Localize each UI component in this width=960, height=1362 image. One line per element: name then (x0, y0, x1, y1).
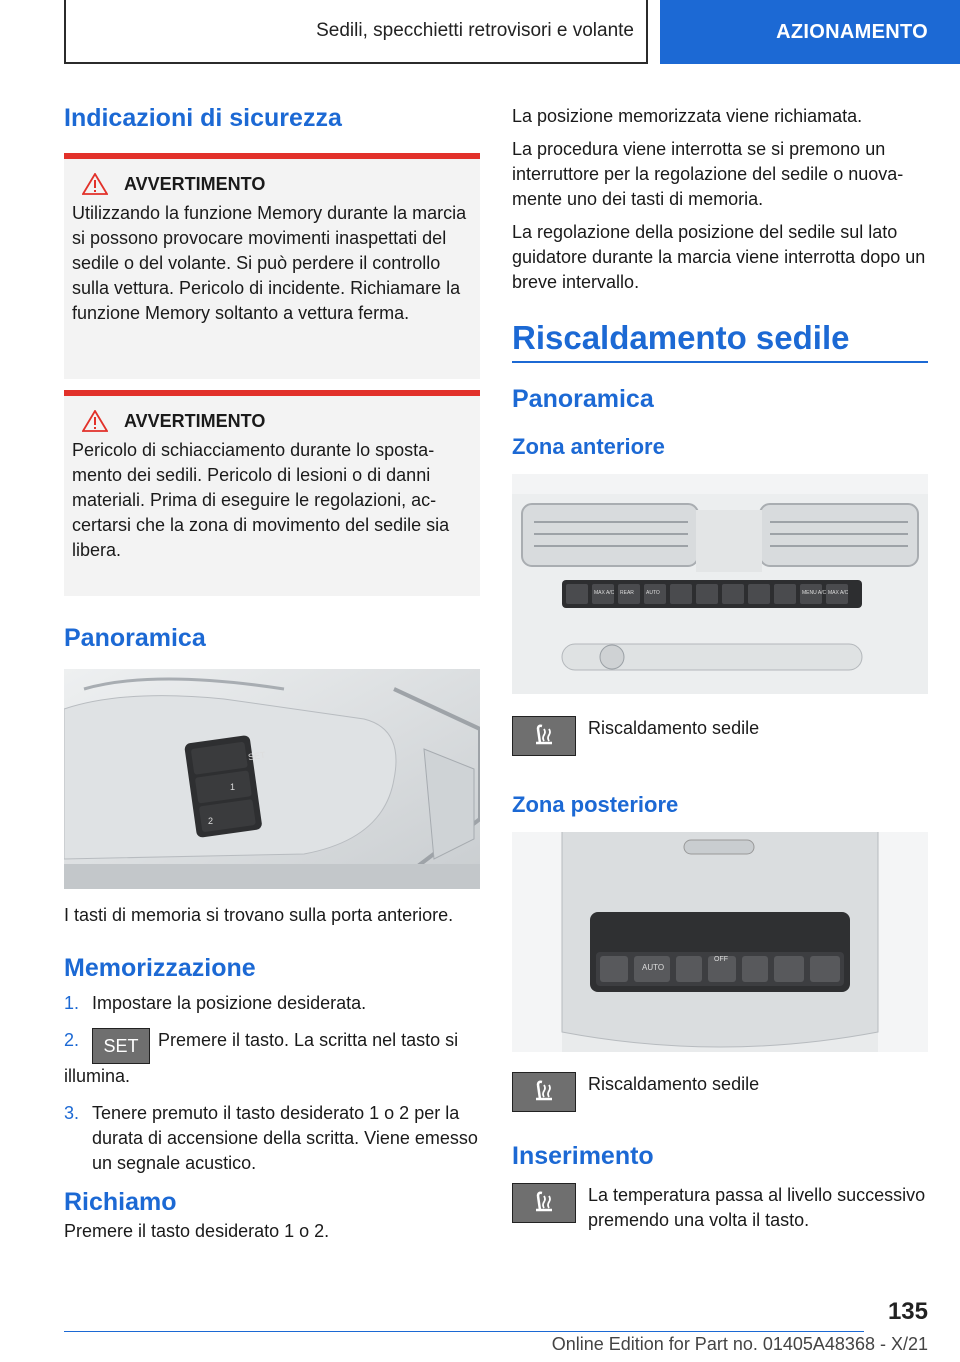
section-title: Sedili, specchietti retrovisori e volante (316, 20, 634, 41)
recall-text: Premere il tasto desiderato 1 o 2. (64, 1221, 330, 1241)
heading-rule (512, 361, 928, 363)
footer-edition: Online Edition for Part no. 01405A48368 - X/21 (551, 1334, 928, 1354)
seat-heating-icon (512, 1072, 576, 1112)
overview-caption: I tasti di memoria si trovano sulla porta anteriore. (64, 905, 454, 925)
rear-zone-heading: Zona posteriore (512, 792, 679, 817)
insert-text: La temperatura passa al livello successivo premendo una volta il tasto. (588, 1185, 926, 1230)
step-item (64, 1101, 480, 1176)
memory-button-2-label: 2 (208, 816, 214, 826)
seat-heating-icon (512, 716, 576, 756)
seat-heating-icon (512, 1183, 576, 1223)
warning-label: AVVERTIMENTO (124, 173, 266, 194)
warning-label: AVVERTIMENTO (124, 410, 266, 431)
heating-heading: Riscaldamento sedile (512, 319, 850, 356)
section-header (64, 0, 648, 64)
warning-text: Utilizzando la funzione Memory durante la marcia si possono provocare movimenti inaspettati del sedile o del volante. Si può perdere il controllo sulla vettura. Pericolo di incidente. Richiamare la funzione Memory soltanto a vettura ferma. (72, 203, 467, 323)
rear-icon-row (512, 1072, 928, 1112)
warning-text: Pericolo di schiacciamento durante lo spostamento dei sedili. Pericolo di lesioni o di danni materiali. Prima di eseguire le regolazioni, accertarsi che la zona di movimento del sedile sia libera. (72, 440, 450, 560)
warning-box-2 (64, 390, 480, 596)
warning-triangle-icon (82, 173, 108, 195)
heating-overview-heading: Panoramica (512, 385, 654, 413)
step-text: Impostare la posizione desiderata. (92, 993, 367, 1013)
chapter-title: AZIONAMENTO (776, 20, 928, 43)
warning-box-1 (64, 153, 480, 379)
door-memory-photo (64, 669, 480, 889)
memory-button-set-label: SET (247, 749, 267, 763)
step-text: Tenere premuto il tasto desiderato 1 o 2 per la durata di accensione della scritta. Viene emesso un segnale acustico. (92, 1103, 478, 1173)
front-panel-label-5: MAX A/C (828, 590, 849, 596)
front-zone-heading: Zona anteriore (512, 434, 665, 459)
front-icon-caption: Riscaldamento sedile (588, 718, 760, 738)
step-text: Premere il tasto. La scritta nel tasto si illumina. (64, 1030, 459, 1086)
front-panel-label-3: AUTO (646, 590, 660, 596)
front-console-photo (512, 474, 928, 694)
safety-heading: Indicazioni di sicurezza (64, 104, 342, 132)
warning-triangle-icon (82, 410, 108, 432)
step-item (64, 1028, 480, 1089)
recall-result-text: La posizione memorizzata viene richiamata. (512, 106, 863, 126)
memorize-heading: Memorizzazione (64, 954, 256, 982)
chapter-header (660, 0, 960, 64)
interrupt-text: La procedura viene interrotta se si premono un interruttore per la regolazione del sedile o nuovamente uno dei tasti di memoria. (512, 139, 904, 209)
memory-button-1-label: 1 (230, 782, 236, 792)
page-number: 135 (887, 1298, 928, 1325)
right-column (512, 104, 928, 1233)
recall-heading: Richiamo (64, 1188, 177, 1216)
rear-console-photo (512, 832, 928, 1052)
step-item (64, 991, 480, 1016)
step-number: 2. (64, 1030, 80, 1050)
front-icon-row (512, 716, 928, 756)
insert-row (512, 1183, 928, 1233)
overview-heading: Panoramica (64, 624, 206, 652)
driver-seat-text: La regolazione della posizione del sedile sul lato guidatore durante la marcia viene interrotta dopo un breve intervallo. (512, 222, 926, 292)
set-button-icon: SET (92, 1028, 150, 1064)
footer-rule (64, 1331, 864, 1332)
rear-panel-auto-label: AUTO (642, 963, 665, 972)
left-column (64, 96, 480, 1244)
front-panel-label-4: MENU A/C (802, 590, 827, 596)
rear-icon-caption: Riscaldamento sedile (588, 1074, 760, 1094)
insert-heading: Inserimento (512, 1142, 654, 1170)
rear-panel-off-label: OFF (714, 956, 728, 963)
step-number: 3. (64, 1103, 80, 1123)
memorize-steps (64, 991, 480, 1176)
front-panel-label-2: REAR (620, 590, 634, 596)
front-panel-label-1: MAX A/C (594, 590, 615, 596)
step-number: 1. (64, 993, 80, 1013)
